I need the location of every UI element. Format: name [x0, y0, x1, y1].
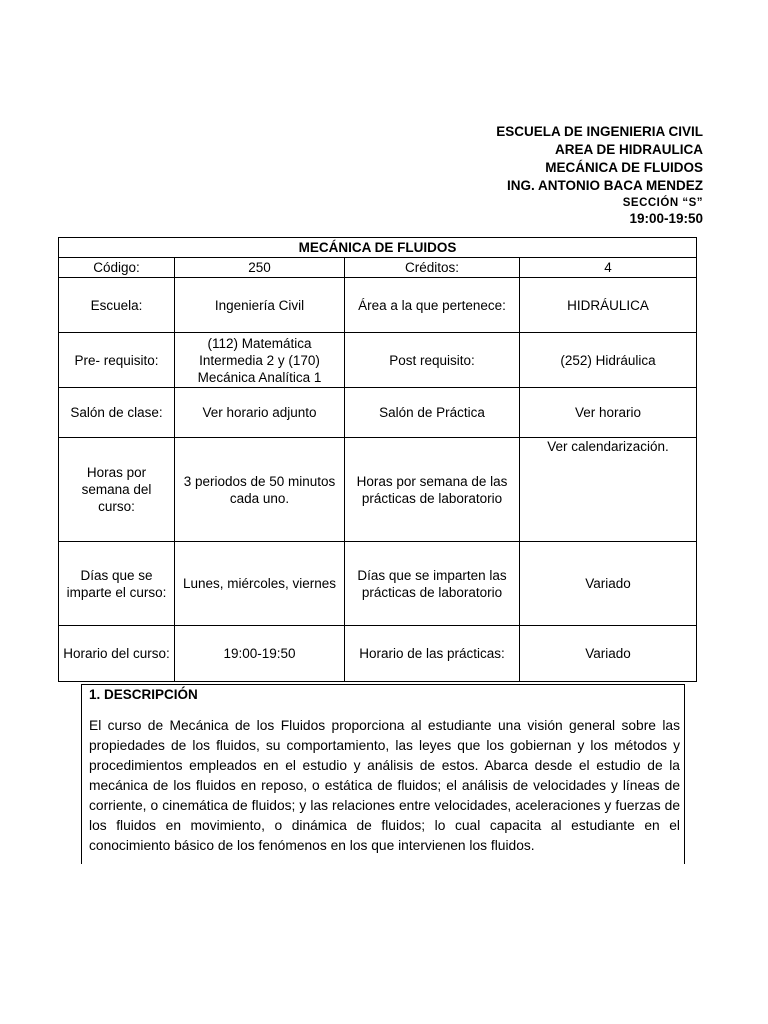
cell-label: Horas por semana del curso: [59, 438, 175, 542]
cell-value: Variado [520, 542, 697, 626]
cell-value: 3 periodos de 50 minutos cada uno. [175, 438, 345, 542]
table-row [59, 258, 697, 278]
cell-value: (112) Matemática Intermedia 2 y (170) Mecánica Analítica 1 [175, 333, 345, 388]
cell-label: Horario del curso: [59, 626, 175, 682]
cell-label: Código: [59, 258, 175, 278]
table-row [59, 333, 697, 388]
cell-value: 19:00-19:50 [175, 626, 345, 682]
course-info-table [58, 237, 697, 682]
cell-value: HIDRÁULICA [520, 278, 697, 333]
cell-value: Ingeniería Civil [175, 278, 345, 333]
cell-value: Ver calendarización. [520, 438, 697, 542]
school-name: ESCUELA DE INGENIERIA CIVIL [496, 124, 703, 139]
document-header [303, 123, 703, 227]
cell-label: Horas por semana de las prácticas de laboratorio [345, 438, 520, 542]
section-heading: 1. DESCRIPCIÓN [89, 687, 198, 702]
cell-label: Salón de clase: [59, 388, 175, 438]
table-row [59, 388, 697, 438]
area-name: AREA DE HIDRAULICA [555, 142, 703, 157]
table-row [59, 626, 697, 682]
cell-value: 4 [520, 258, 697, 278]
table-row [59, 278, 697, 333]
schedule-time: 19:00-19:50 [629, 211, 703, 226]
cell-value: Lunes, miércoles, viernes [175, 542, 345, 626]
cell-label: Salón de Práctica [345, 388, 520, 438]
section-label: SECCIÓN “S” [622, 197, 703, 209]
cell-label: Créditos: [345, 258, 520, 278]
teacher-name: ING. ANTONIO BACA MENDEZ [506, 178, 703, 193]
cell-label: Horario de las prácticas: [345, 626, 520, 682]
cell-value: Ver horario adjunto [175, 388, 345, 438]
cell-label: Pre- requisito: [59, 333, 175, 388]
cell-value: (252) Hidráulica [520, 333, 697, 388]
table-row [59, 542, 697, 626]
cell-value: Ver horario [520, 388, 697, 438]
cell-value: 250 [175, 258, 345, 278]
description-paragraph: El curso de Mecánica de los Fluidos proporciona al estudiante una visión general sobre las propiedades de los fluidos, su comportamiento, las leyes que los gobiernan y los métodos y procedimientos empleados en el estudio y análisis de estos. Abarca desde el estudio de la mecánica de los fluidos en reposo, o estática de fluidos; el análisis de velocidades y líneas de corriente, o cinemática de fluidos; y las relaciones entre velocidades, aceleraciones y fuerzas de los fluidos en movimiento, o dinámica de fluidos; lo cual capacita al estudiante en el conocimiento básico de los fenómenos en los que intervienen los fluidos. [89, 718, 680, 853]
table-title: MECÁNICA DE FLUIDOS [59, 238, 697, 258]
cell-label: Área a la que pertenece: [345, 278, 520, 333]
cell-label: Escuela: [59, 278, 175, 333]
description-section [81, 684, 685, 864]
table-row [59, 438, 697, 542]
cell-label: Días que se imparten las prácticas de laboratorio [345, 542, 520, 626]
cell-value: Variado [520, 626, 697, 682]
cell-label: Días que se imparte el curso: [59, 542, 175, 626]
course-name: MECÁNICA DE FLUIDOS [545, 160, 703, 175]
cell-label: Post requisito: [345, 333, 520, 388]
